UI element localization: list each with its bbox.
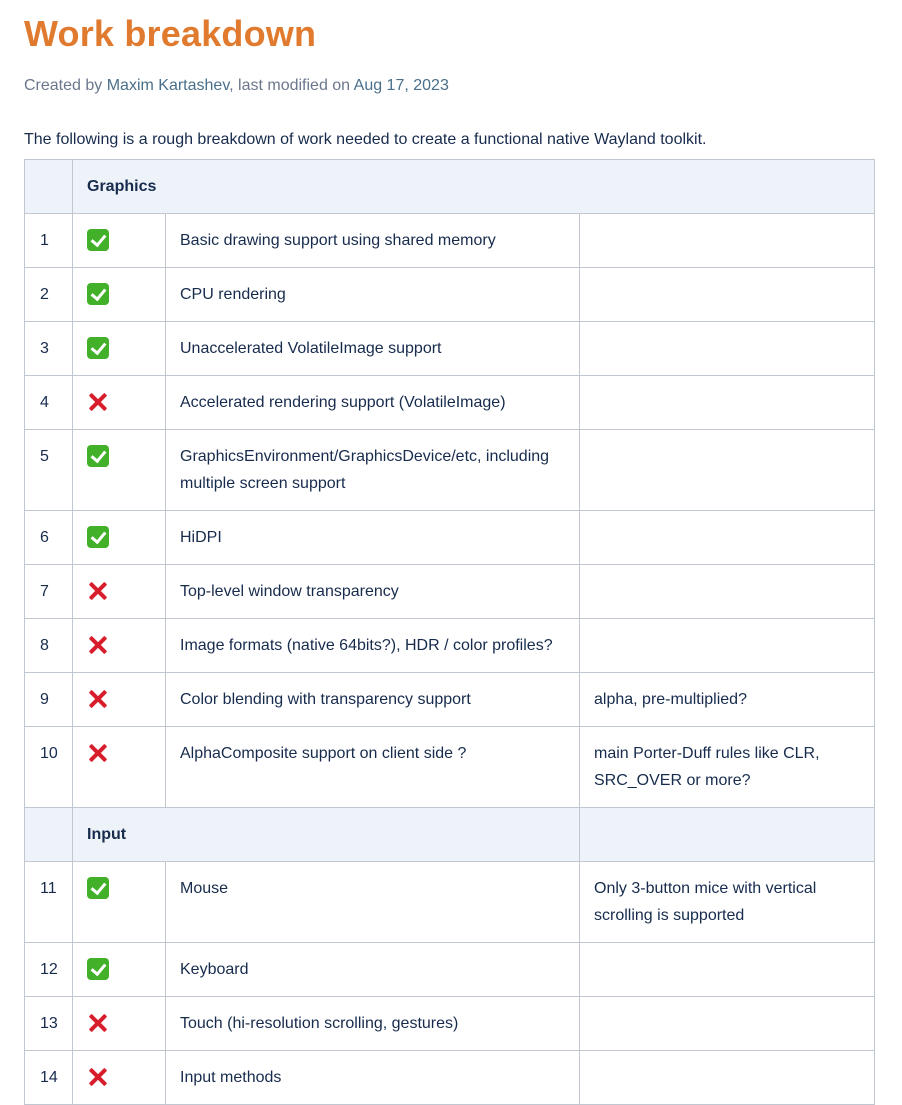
task-description: Basic drawing support using shared memory	[166, 214, 580, 268]
table-row	[25, 268, 875, 322]
section-note-cell	[580, 808, 875, 862]
row-number: 5	[25, 430, 73, 511]
row-number: 13	[25, 997, 73, 1051]
task-description: GraphicsEnvironment/GraphicsDevice/etc, including multiple screen support	[166, 430, 580, 511]
check-mark-icon	[87, 283, 109, 305]
row-number: 10	[25, 727, 73, 808]
work-breakdown-table	[24, 159, 875, 1105]
cross-mark-icon	[87, 634, 109, 656]
author-link[interactable]: Maxim Kartashev	[106, 77, 230, 94]
row-number: 6	[25, 511, 73, 565]
row-number: 11	[25, 862, 73, 943]
table-row	[25, 214, 875, 268]
task-description: Color blending with transparency support	[166, 673, 580, 727]
row-number: 4	[25, 376, 73, 430]
task-note	[580, 268, 875, 322]
table-body	[25, 160, 875, 1105]
task-note	[580, 376, 875, 430]
status-cell	[73, 268, 166, 322]
modified-date-link[interactable]: Aug 17, 2023	[353, 77, 449, 94]
row-number: 12	[25, 943, 73, 997]
table-row	[25, 565, 875, 619]
status-cell	[73, 322, 166, 376]
task-note	[580, 214, 875, 268]
status-cell	[73, 430, 166, 511]
section-header-row	[25, 160, 875, 214]
page-metadata	[24, 76, 874, 96]
status-cell	[73, 511, 166, 565]
check-mark-icon	[87, 526, 109, 548]
table-row	[25, 1051, 875, 1105]
task-note	[580, 511, 875, 565]
task-description: AlphaComposite support on client side ?	[166, 727, 580, 808]
cross-mark-icon	[87, 580, 109, 602]
status-cell	[73, 376, 166, 430]
table-row	[25, 673, 875, 727]
check-mark-icon	[87, 229, 109, 251]
task-note	[580, 619, 875, 673]
status-cell	[73, 943, 166, 997]
cross-mark-icon	[87, 688, 109, 710]
task-description: Mouse	[166, 862, 580, 943]
status-cell	[73, 1051, 166, 1105]
row-number: 1	[25, 214, 73, 268]
check-mark-icon	[87, 958, 109, 980]
meta-prefix: Created by	[24, 77, 107, 94]
check-mark-icon	[87, 445, 109, 467]
task-note	[580, 1051, 875, 1105]
row-number: 8	[25, 619, 73, 673]
task-note	[580, 430, 875, 511]
page-content	[24, 0, 874, 1086]
cross-mark-icon	[87, 391, 109, 413]
task-note	[580, 565, 875, 619]
row-number: 7	[25, 565, 73, 619]
table-row	[25, 862, 875, 943]
intro-paragraph: The following is a rough breakdown of work needed to create a functional native Wayland toolkit.	[24, 131, 707, 148]
cross-mark-icon	[87, 1066, 109, 1088]
cross-mark-icon	[87, 1012, 109, 1034]
row-number: 2	[25, 268, 73, 322]
row-number: 9	[25, 673, 73, 727]
table-row	[25, 376, 875, 430]
task-description: Image formats (native 64bits?), HDR / color profiles?	[166, 619, 580, 673]
table-row	[25, 619, 875, 673]
table-row	[25, 511, 875, 565]
section-header-row	[25, 808, 875, 862]
table-row	[25, 943, 875, 997]
cross-mark-icon	[87, 742, 109, 764]
status-cell	[73, 673, 166, 727]
status-cell	[73, 862, 166, 943]
task-description: Touch (hi-resolution scrolling, gestures)	[166, 997, 580, 1051]
task-note	[580, 322, 875, 376]
table-row	[25, 430, 875, 511]
row-number: 14	[25, 1051, 73, 1105]
table-row	[25, 322, 875, 376]
status-cell	[73, 727, 166, 808]
section-title: Input	[73, 808, 580, 862]
task-description: Accelerated rendering support (VolatileImage)	[166, 376, 580, 430]
task-description: Keyboard	[166, 943, 580, 997]
task-note: Only 3-button mice with vertical scrolling is supported	[580, 862, 875, 943]
section-title: Graphics	[73, 160, 875, 214]
status-cell	[73, 565, 166, 619]
task-note	[580, 943, 875, 997]
page-title: Work breakdown	[24, 13, 317, 54]
table-row	[25, 727, 875, 808]
status-cell	[73, 619, 166, 673]
task-description: Input methods	[166, 1051, 580, 1105]
check-mark-icon	[87, 877, 109, 899]
meta-middle: , last modified on	[229, 77, 354, 94]
task-description: Top-level window transparency	[166, 565, 580, 619]
section-number-cell	[25, 808, 73, 862]
section-number-cell	[25, 160, 73, 214]
task-note: alpha, pre-multiplied?	[580, 673, 875, 727]
task-description: Unaccelerated VolatileImage support	[166, 322, 580, 376]
status-cell	[73, 214, 166, 268]
check-mark-icon	[87, 337, 109, 359]
task-description: HiDPI	[166, 511, 580, 565]
row-number: 3	[25, 322, 73, 376]
task-note: main Porter-Duff rules like CLR, SRC_OVER or more?	[580, 727, 875, 808]
task-description: CPU rendering	[166, 268, 580, 322]
